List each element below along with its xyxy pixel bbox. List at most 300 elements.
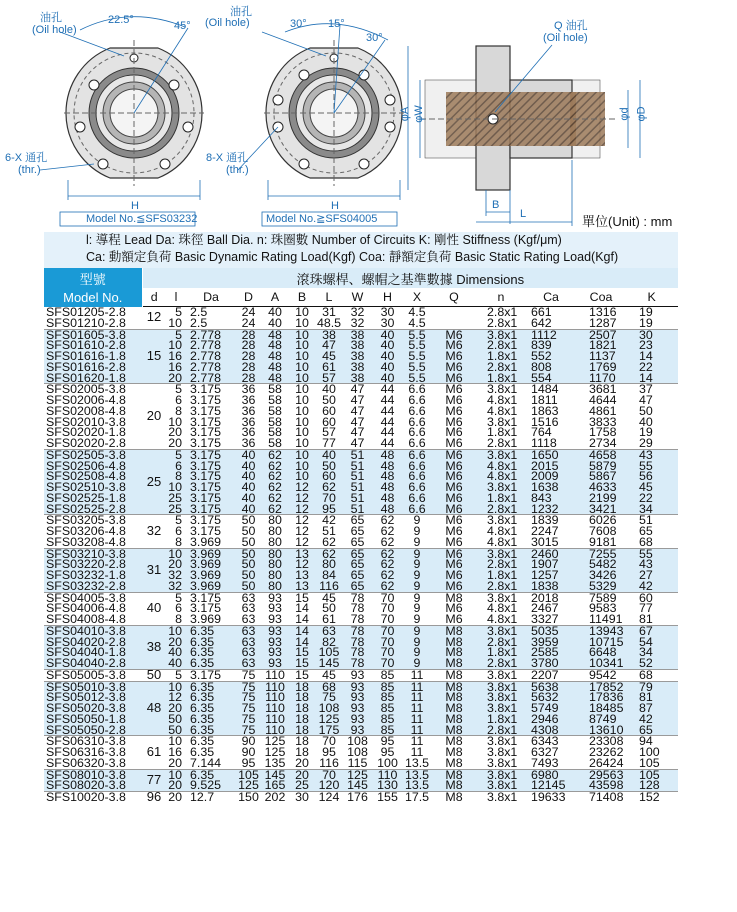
- data-cell-q: M8: [431, 736, 477, 747]
- data-cell-x: 9: [413, 645, 421, 660]
- data-cell-d: 50: [236, 515, 261, 526]
- data-cell-coa: 29563: [577, 769, 625, 780]
- data-cell-h: 155: [372, 792, 403, 803]
- data-cell-n: 1.8x1: [487, 568, 518, 582]
- data-cell-b: 13: [295, 568, 309, 582]
- data-cell-d: 75: [241, 701, 256, 715]
- data-cell-q: M6: [445, 458, 463, 473]
- data-cell-ca: 6343: [525, 736, 577, 747]
- data-cell-k: 56: [639, 469, 653, 484]
- data-cell-da: 6.35: [190, 745, 215, 759]
- data-cell-l: 5: [166, 592, 186, 603]
- data-cell-w: 51: [350, 480, 365, 494]
- data-cell-l: 5: [175, 305, 182, 319]
- model-cell: SFS02008-4.8: [46, 403, 126, 418]
- data-cell-q: M6: [445, 349, 463, 363]
- data-cell-ca: 2467: [531, 601, 559, 616]
- data-cell-h: 70: [380, 645, 395, 660]
- model-cell: SFS05020-3.8: [46, 701, 126, 715]
- data-cell-k: 55: [625, 548, 678, 559]
- data-cell-q: M8: [445, 645, 463, 660]
- d-cell: 40: [142, 592, 166, 625]
- data-cell-x: 6.6: [408, 414, 426, 429]
- data-cell-h: 110: [372, 769, 403, 780]
- data-cell-d: 125: [238, 778, 259, 793]
- data-cell-coa: 2734: [589, 436, 617, 450]
- data-cell-q: M8: [445, 690, 463, 705]
- data-cell-w: 32: [350, 315, 365, 330]
- data-cell-k: 19: [639, 425, 653, 440]
- data-cell-a: 62: [268, 458, 282, 473]
- data-cell-h: 44: [380, 436, 395, 450]
- data-cell-coa: 6648: [589, 645, 617, 660]
- data-cell-q: M6: [445, 414, 463, 429]
- data-cell-coa: 4861: [589, 403, 617, 418]
- data-cell-h: 62: [380, 524, 395, 538]
- data-cell-d: 50: [241, 557, 256, 572]
- data-cell-w: 78: [350, 612, 365, 626]
- data-cell-d: 90: [241, 745, 256, 759]
- model-cell: SFS06310-3.8: [44, 736, 142, 747]
- data-cell-a: 202: [261, 792, 289, 803]
- data-cell-w: 65: [343, 548, 372, 559]
- model-cell: SFS04020-2.8: [46, 634, 126, 649]
- data-cell-w: 93: [350, 690, 365, 705]
- data-cell-h: 85: [372, 669, 403, 681]
- data-cell-w: 108: [347, 745, 368, 759]
- data-cell-k: 43: [639, 557, 653, 572]
- data-cell-h: 40: [380, 349, 395, 363]
- data-cell-l: 20: [168, 557, 182, 572]
- data-cell-q: M8: [445, 701, 463, 715]
- data-cell-da: 3.175: [190, 414, 222, 429]
- phi-a-label: φA: [399, 106, 412, 122]
- data-cell-da: 2.778: [186, 329, 236, 340]
- data-cell-x: 9: [413, 568, 421, 582]
- data-cell-da: 6.35: [190, 656, 215, 670]
- data-cell-k: 22: [639, 359, 653, 374]
- data-cell-da: 3.175: [186, 592, 236, 603]
- data-cell-ca: 1257: [531, 568, 559, 582]
- data-cell-l: 5: [166, 329, 186, 340]
- data-cell-b: 20: [295, 755, 309, 770]
- data-cell-da: 2.5: [190, 305, 208, 319]
- data-cell-h: 40: [380, 338, 395, 353]
- data-cell-n: 2.8x1: [487, 634, 518, 649]
- data-cell-coa: 3833: [589, 414, 617, 429]
- model-cell: SFS04040-2.8: [46, 656, 126, 670]
- data-cell-coa: 17852: [577, 681, 625, 692]
- data-cell-n: 1.8x1: [487, 370, 518, 385]
- data-cell-coa: 1758: [589, 425, 617, 440]
- data-cell-w: 32: [350, 305, 365, 319]
- data-cell-a: 165: [264, 778, 286, 793]
- data-cell-a: 40: [268, 315, 282, 330]
- column-header: Ca: [525, 288, 577, 307]
- data-cell-x: 9: [413, 534, 421, 549]
- model-cell: SFS08020-3.8: [46, 778, 126, 793]
- model-cell: SFS01210-2.8: [46, 315, 126, 330]
- data-cell-x: 11: [403, 669, 431, 681]
- data-cell-q: M8: [445, 634, 463, 649]
- data-cell-a: 58: [261, 384, 289, 395]
- data-cell-da: 3.969: [190, 568, 222, 582]
- oil-hole-en-mid: (Oil hole): [205, 17, 250, 29]
- data-cell-da: 6.35: [190, 701, 215, 715]
- d-cell: 20: [142, 384, 166, 450]
- data-cell-coa: 1316: [589, 305, 617, 319]
- data-cell-a: 93: [261, 625, 289, 636]
- data-cell-a: 135: [264, 755, 286, 770]
- data-cell-k: 67: [625, 625, 678, 636]
- data-cell-ca: 1650: [525, 449, 577, 460]
- model-range-left: Model No.≦SFS03232: [86, 213, 198, 225]
- data-cell-coa: 1287: [589, 315, 617, 330]
- data-cell-b: 18: [295, 690, 309, 705]
- thru-hole-8-en: (thr.): [226, 164, 249, 176]
- data-cell-d: 24: [241, 305, 256, 319]
- data-cell-l: 62: [315, 548, 343, 559]
- data-cell-l: 145: [318, 656, 340, 670]
- data-cell-d: 40: [241, 469, 256, 484]
- data-cell-l: 45: [322, 349, 336, 363]
- data-cell-q: M8: [445, 711, 463, 726]
- data-cell-d: 50: [241, 534, 256, 549]
- data-cell-q: M6: [431, 548, 477, 559]
- data-cell-n: 3.8x1: [487, 755, 518, 770]
- data-cell-q: M8: [445, 778, 463, 793]
- data-cell-q: M8: [431, 792, 477, 803]
- data-cell-x: 6.6: [403, 449, 431, 460]
- legend-line-2: Ca: 動額定負荷 Basic Dynamic Rating Load(Kgf) Coa: 靜額定負荷 Basic Static Rating Load(Kgf): [86, 250, 619, 264]
- data-cell-a: 80: [261, 515, 289, 526]
- dimensions-header: 滾珠螺桿、螺帽之基準數據 Dimensions: [142, 268, 678, 288]
- data-cell-n: 2.8x1: [487, 436, 518, 450]
- data-cell-b: 15: [295, 656, 309, 670]
- data-cell-l: 40: [315, 449, 343, 460]
- data-cell-l: 77: [322, 436, 336, 450]
- data-cell-a: 58: [268, 393, 282, 407]
- data-cell-a: 80: [268, 578, 282, 593]
- data-cell-a: 62: [261, 449, 289, 460]
- data-cell-da: 2.778: [190, 370, 222, 385]
- data-cell-d: 95: [241, 755, 256, 770]
- data-cell-l: 8: [175, 403, 182, 418]
- data-cell-w: 93: [350, 701, 365, 715]
- data-cell-l: 70: [315, 769, 343, 780]
- data-cell-l: 40: [168, 645, 182, 660]
- data-cell-d: 63: [241, 601, 256, 616]
- data-cell-b: 18: [295, 711, 309, 726]
- d-cell: 50: [142, 669, 166, 681]
- data-cell-b: 15: [295, 645, 309, 660]
- data-cell-x: 6.6: [408, 490, 426, 505]
- data-cell-da: 6.35: [190, 711, 215, 726]
- data-cell-q: M6: [445, 436, 463, 450]
- data-cell-h: 62: [380, 557, 395, 572]
- model-cell: SFS03208-4.8: [46, 534, 126, 549]
- data-cell-h: 48: [372, 449, 403, 460]
- model-header-zh: 型號: [44, 268, 142, 288]
- data-cell-n: 4.8x1: [487, 612, 518, 626]
- data-cell-l: 5: [166, 449, 186, 460]
- data-cell-k: 14: [639, 349, 653, 363]
- data-cell-k: 42: [639, 711, 653, 726]
- data-cell-x: 6.6: [408, 458, 426, 473]
- table-row: [44, 792, 678, 803]
- data-cell-l: 62: [322, 480, 336, 494]
- data-cell-coa: 4633: [589, 480, 617, 494]
- data-cell-k: 55: [639, 458, 653, 473]
- data-cell-k: 43: [625, 449, 678, 460]
- data-cell-ca: 2585: [531, 645, 559, 660]
- data-cell-n: 3.8x1: [477, 449, 525, 460]
- data-cell-h: 44: [380, 403, 395, 418]
- oil-hole-en-left: (Oil hole): [32, 24, 77, 36]
- data-cell-l: 16: [168, 359, 182, 374]
- data-cell-l: 40: [315, 384, 343, 395]
- data-cell-h: 30: [380, 315, 395, 330]
- data-cell-l: 95: [322, 501, 336, 516]
- spec-table: [44, 268, 678, 803]
- thru-hole-8-label: 8-X 通孔: [206, 152, 249, 164]
- data-cell-l: 63: [315, 625, 343, 636]
- data-cell-coa: 17836: [589, 690, 624, 705]
- model-cell: SFS03206-4.8: [46, 524, 126, 538]
- data-cell-w: 47: [350, 436, 365, 450]
- data-cell-da: 3.175: [190, 524, 222, 538]
- model-cell: SFS04010-3.8: [44, 625, 142, 636]
- data-cell-h: 62: [372, 548, 403, 559]
- data-cell-a: 58: [268, 425, 282, 440]
- model-cell: SFS01616-2.8: [46, 359, 126, 374]
- data-cell-l: 25: [168, 490, 182, 505]
- model-cell: SFS02525-1.8: [46, 490, 126, 505]
- data-cell-a: 93: [268, 612, 282, 626]
- data-cell-ca: 5638: [525, 681, 577, 692]
- data-cell-ca: 642: [531, 315, 552, 330]
- d-cell: 96: [142, 792, 166, 803]
- data-cell-a: 62: [268, 469, 282, 484]
- data-cell-n: 3.8x1: [487, 745, 518, 759]
- data-cell-l: 40: [168, 656, 182, 670]
- data-cell-k: 30: [625, 329, 678, 340]
- data-cell-k: 27: [639, 568, 653, 582]
- data-cell-l: 120: [318, 778, 340, 793]
- column-header: n: [477, 288, 525, 307]
- data-cell-q: M6: [445, 568, 463, 582]
- data-cell-da: 2.778: [190, 349, 222, 363]
- data-cell-coa: 10715: [589, 634, 624, 649]
- data-cell-w: 38: [343, 329, 372, 340]
- data-cell-coa: 3681: [577, 384, 625, 395]
- data-cell-ca: 1484: [525, 384, 577, 395]
- data-cell-x: 9: [413, 557, 421, 572]
- data-cell-n: 3.8x1: [477, 769, 525, 780]
- model-cell: SFS04008-4.8: [46, 612, 126, 626]
- data-cell-da: 2.778: [190, 359, 222, 374]
- data-cell-k: 94: [625, 736, 678, 747]
- model-cell: SFS02010-3.8: [46, 414, 126, 429]
- data-cell-n: 1.8x1: [487, 711, 518, 726]
- data-cell-l: 6: [175, 458, 182, 473]
- data-cell-n: 1.8x1: [487, 349, 518, 363]
- data-cell-da: 6.35: [190, 722, 215, 737]
- data-cell-b: 10: [295, 305, 309, 319]
- data-cell-ca: 1811: [531, 393, 558, 407]
- flange-view-left: [40, 17, 204, 226]
- data-cell-da: 6.35: [190, 634, 215, 649]
- data-cell-k: 52: [639, 656, 653, 670]
- data-cell-a: 80: [268, 557, 282, 572]
- data-cell-h: 40: [380, 359, 395, 374]
- data-cell-k: 29: [639, 436, 653, 450]
- data-cell-x: 11: [403, 736, 431, 747]
- data-cell-coa: 1137: [589, 349, 616, 363]
- data-cell-w: 51: [350, 458, 365, 473]
- data-cell-a: 80: [268, 534, 282, 549]
- data-cell-l: 38: [315, 329, 343, 340]
- data-cell-w: 78: [343, 625, 372, 636]
- data-cell-x: 13.5: [404, 767, 430, 782]
- model-cell: SFS05010-3.8: [44, 681, 142, 692]
- phi-w-label: φW: [412, 105, 425, 123]
- data-cell-w: 65: [350, 524, 365, 538]
- data-cell-k: 45: [639, 480, 653, 494]
- data-cell-a: 110: [261, 669, 289, 681]
- model-cell: SFS04006-4.8: [46, 601, 126, 616]
- data-cell-n: 2.8x1: [487, 656, 518, 670]
- data-cell-x: 5.5: [408, 338, 426, 353]
- data-cell-b: 13: [295, 578, 309, 593]
- data-cell-da: 3.175: [190, 436, 222, 450]
- data-cell-a: 80: [261, 548, 289, 559]
- data-cell-q: M8: [445, 755, 463, 770]
- data-cell-l: 48.5: [316, 315, 342, 330]
- data-cell-da: 3.175: [190, 501, 222, 516]
- data-cell-x: 9: [413, 601, 421, 616]
- column-header: K: [625, 288, 678, 307]
- data-cell-da: 3.969: [190, 612, 222, 626]
- data-cell-k: 19: [639, 305, 653, 319]
- data-cell-l: 10: [168, 338, 182, 353]
- data-cell-w: 65: [350, 557, 365, 572]
- data-cell-b: 10: [295, 338, 309, 353]
- data-cell-n: 3.8x1: [477, 548, 525, 559]
- h-dim-left: H: [131, 200, 139, 212]
- data-cell-l: 20: [166, 792, 186, 803]
- data-cell-w: 93: [350, 722, 365, 737]
- data-cell-b: 25: [295, 778, 309, 793]
- model-cell: SFS02505-3.8: [44, 449, 142, 460]
- data-cell-ca: 808: [531, 359, 552, 374]
- data-cell-l: 57: [322, 370, 336, 385]
- data-cell-l: 60: [322, 469, 336, 484]
- data-cell-da: 6.35: [190, 645, 215, 660]
- data-cell-q: M6: [445, 490, 463, 505]
- data-cell-q: M6: [431, 384, 477, 395]
- data-cell-b: 13: [289, 548, 315, 559]
- d-cell: 15: [142, 329, 166, 384]
- data-cell-x: 6.6: [408, 425, 426, 440]
- data-cell-coa: 7608: [589, 524, 617, 538]
- data-cell-coa: 2199: [589, 490, 617, 505]
- data-cell-h: 85: [380, 722, 395, 737]
- data-cell-d: 75: [236, 669, 261, 681]
- data-cell-l: 16: [168, 745, 182, 759]
- data-cell-k: 105: [639, 755, 660, 770]
- data-cell-d: 28: [241, 338, 256, 353]
- data-cell-l: 80: [322, 557, 336, 572]
- data-cell-q: M6: [445, 338, 463, 353]
- column-header: L: [315, 288, 343, 307]
- column-header: B: [289, 288, 315, 307]
- data-cell-d: 75: [241, 722, 256, 737]
- data-cell-n: 3.8x1: [487, 480, 518, 494]
- data-cell-coa: 8749: [589, 711, 617, 726]
- data-cell-q: M6: [445, 359, 463, 374]
- data-cell-l: 20: [168, 370, 182, 385]
- data-cell-h: 48: [380, 490, 395, 505]
- data-cell-w: 65: [350, 578, 365, 593]
- data-cell-coa: 1821: [589, 338, 617, 353]
- model-cell: SFS02510-3.8: [46, 480, 126, 494]
- data-cell-x: 17.5: [404, 790, 430, 804]
- data-cell-a: 48: [268, 338, 282, 353]
- data-cell-x: 9: [403, 625, 431, 636]
- d-cell: 32: [142, 515, 166, 548]
- data-cell-x: 6.6: [408, 403, 426, 418]
- data-cell-da: 6.35: [186, 681, 236, 692]
- data-cell-l: 70: [322, 490, 336, 505]
- data-cell-x: 11: [410, 690, 424, 705]
- data-cell-coa: 6026: [577, 515, 625, 526]
- data-cell-l: 50: [168, 711, 182, 726]
- data-cell-k: 81: [639, 612, 653, 626]
- data-cell-l: 32: [168, 578, 182, 593]
- data-cell-k: 79: [625, 681, 678, 692]
- data-cell-q: M6: [445, 557, 463, 572]
- data-cell-d: 75: [241, 690, 256, 705]
- data-cell-d: 28: [241, 349, 256, 363]
- data-cell-l: 10: [168, 480, 182, 494]
- data-cell-l: 124: [315, 792, 343, 803]
- model-cell: SFS05005-3.8: [44, 669, 142, 681]
- data-cell-l: 70: [315, 736, 343, 747]
- data-cell-q: M8: [445, 722, 463, 737]
- column-header: Q: [431, 288, 477, 307]
- model-cell: SFS03220-2.8: [46, 557, 126, 572]
- data-cell-h: 100: [377, 755, 398, 770]
- data-cell-d: 36: [236, 384, 261, 395]
- data-cell-w: 115: [347, 755, 368, 770]
- data-cell-l: 105: [318, 645, 340, 660]
- l-dim-label: L: [520, 208, 527, 220]
- data-cell-h: 85: [380, 711, 395, 726]
- data-cell-d: 63: [241, 634, 256, 649]
- data-cell-w: 65: [350, 568, 365, 582]
- data-cell-x: 13.5: [404, 778, 430, 793]
- data-cell-b: 10: [289, 384, 315, 395]
- data-cell-w: 38: [350, 349, 365, 363]
- data-cell-q: M8: [431, 625, 477, 636]
- data-cell-a: 80: [268, 524, 282, 538]
- data-cell-b: 10: [295, 393, 309, 407]
- b-dim-label: B: [492, 199, 500, 211]
- data-cell-h: 70: [380, 634, 395, 649]
- data-cell-n: 2.8x1: [487, 578, 518, 593]
- data-cell-x: 6.6: [408, 480, 426, 494]
